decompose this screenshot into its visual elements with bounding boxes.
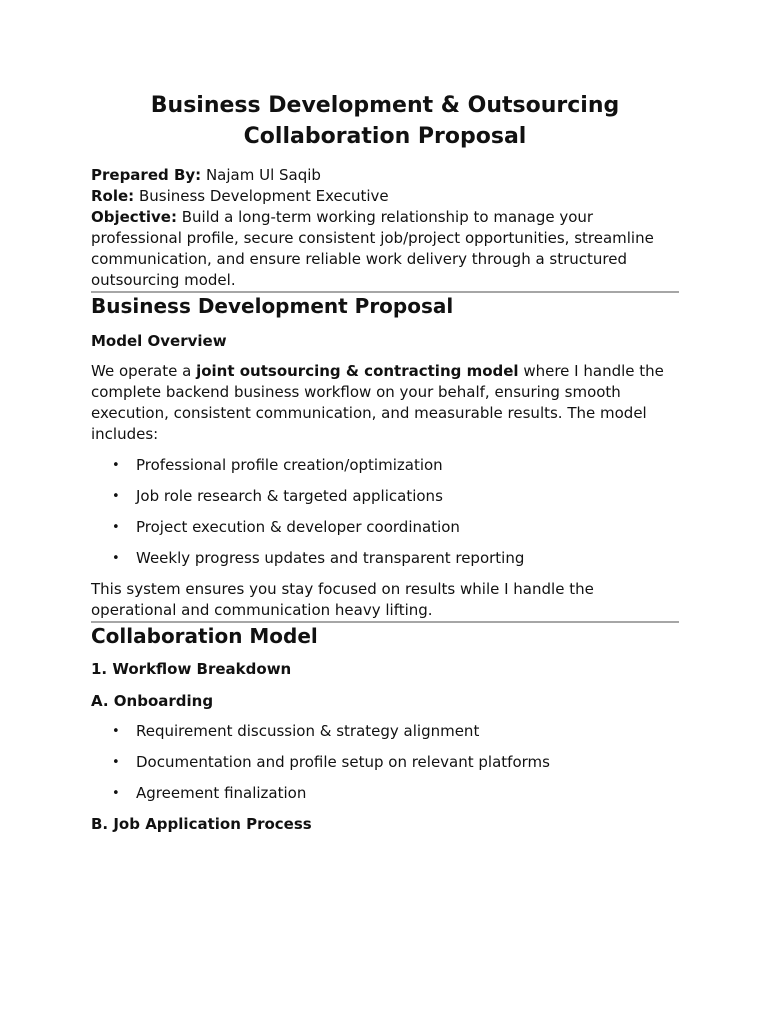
list-item-text: Agreement finalization — [136, 784, 307, 802]
list-item — [91, 486, 679, 507]
subheading-onboarding: A. Onboarding — [91, 692, 214, 710]
bullet-icon: • — [112, 458, 120, 473]
list-item-text: Project execution & developer coordination — [136, 518, 460, 536]
intro-text-end: where I handle the complete backend business workflow on your behalf, ensuring smooth execution, consistent communication, and measurable results. The model includes: — [91, 362, 664, 443]
bullet-icon: • — [112, 551, 120, 566]
subheading-workflow-breakdown: 1. Workflow Breakdown — [91, 660, 292, 678]
onboarding-list — [91, 721, 679, 804]
role-value: Business Development Executive — [138, 187, 389, 205]
list-item — [91, 455, 679, 476]
list-item-text: Requirement discussion & strategy alignment — [136, 722, 480, 740]
section-heading-collaboration-model: Collaboration Model — [91, 624, 318, 648]
document-content — [91, 90, 679, 834]
list-item-text: Job role research & targeted applications — [136, 487, 443, 505]
objective-label: Objective: — [91, 208, 177, 226]
bullet-icon: • — [112, 489, 120, 504]
list-item — [91, 517, 679, 538]
prepared-by-value: Najam Ul Saqib — [205, 166, 321, 184]
list-item — [91, 752, 679, 773]
proposal-meta — [91, 165, 679, 291]
document-title: Business Development & Outsourcing Collaboration Proposal — [150, 93, 620, 149]
role-label: Role: — [91, 187, 135, 205]
section-heading-business-development: Business Development Proposal — [91, 294, 454, 318]
bullet-icon: • — [112, 786, 120, 801]
list-item — [91, 783, 679, 804]
closing-paragraph: This system ensures you stay focused on results while I handle the operational and communication heavy lifting. — [91, 580, 594, 619]
intro-text-bold: joint outsourcing & contracting model — [196, 362, 519, 380]
bullet-icon: • — [112, 724, 120, 739]
list-item-text: Documentation and profile setup on relevant platforms — [136, 753, 550, 771]
prepared-by-label: Prepared By: — [91, 166, 202, 184]
list-item — [91, 721, 679, 742]
role-line — [91, 186, 679, 207]
objective-line — [91, 207, 679, 291]
objective-value: Build a long-term working relationship to manage your professional profile, secure consistent job/project opportunities, streamline communication, and ensure reliable work delivery through a structured outsourcing model. — [91, 208, 654, 289]
list-item-text: Professional profile creation/optimization — [136, 456, 443, 474]
subheading-model-overview: Model Overview — [91, 332, 227, 350]
model-includes-list — [91, 455, 679, 569]
list-item-text: Weekly progress updates and transparent reporting — [136, 549, 525, 567]
bullet-icon: • — [112, 755, 120, 770]
model-overview-paragraph — [91, 361, 679, 445]
intro-text-start: We operate a — [91, 362, 197, 380]
bullet-icon: • — [112, 520, 120, 535]
subheading-job-application-process: B. Job Application Process — [91, 815, 312, 833]
prepared-by-line — [91, 165, 679, 186]
list-item — [91, 548, 679, 569]
